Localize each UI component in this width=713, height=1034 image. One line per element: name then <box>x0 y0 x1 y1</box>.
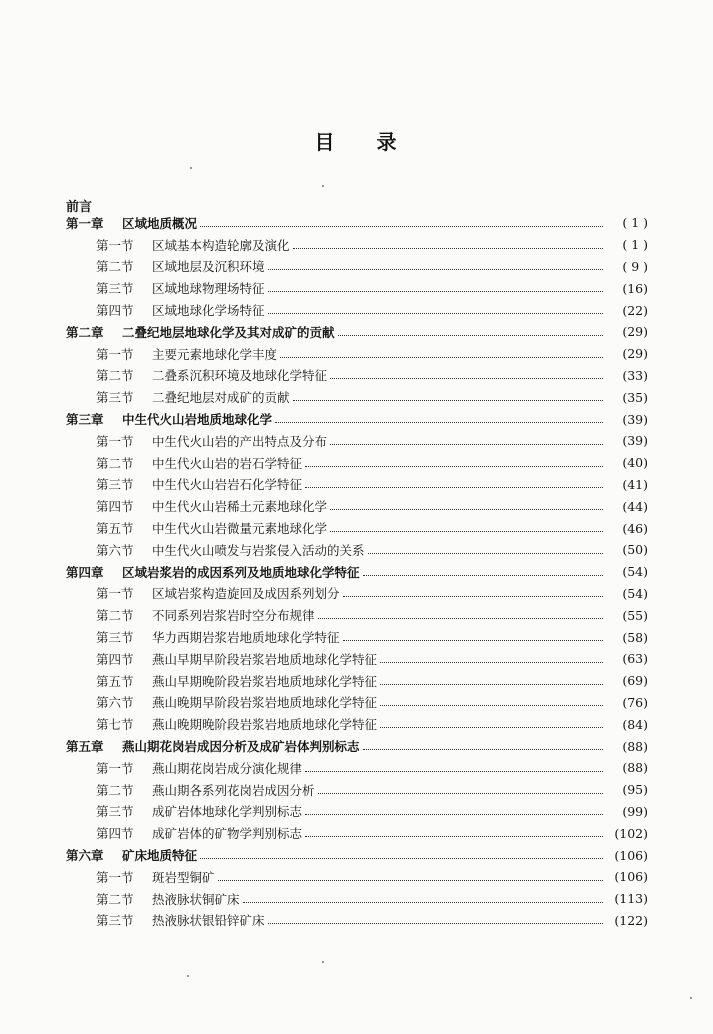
toc-entry-number: 第一章 <box>66 215 104 231</box>
toc-entry-page: ( 1 ) <box>622 237 648 253</box>
toc-entry-title: 区域地球物理场特征 <box>152 281 265 297</box>
toc-entry-number: 第四节 <box>96 303 134 319</box>
dot-leader <box>343 639 603 641</box>
toc-entry-number: 第三节 <box>96 477 134 493</box>
toc-entry-title: 热液脉状铜矿床 <box>152 891 240 907</box>
toc-section-row <box>66 822 648 844</box>
toc-chapter-row <box>66 561 648 583</box>
dot-leader <box>380 704 603 706</box>
toc-section-row <box>66 713 648 735</box>
toc-entry-number: 第二节 <box>96 368 134 384</box>
toc-section-row <box>66 604 648 626</box>
toc-entry-title: 燕山晚期晚阶段岩浆岩地质地球化学特征 <box>152 717 378 733</box>
toc-entry-title: 二叠纪地层对成矿的贡献 <box>152 390 290 406</box>
toc-entry-page: (29) <box>622 324 648 340</box>
toc-entry-page: (84) <box>622 716 648 732</box>
toc-section-row <box>66 474 648 496</box>
dot-leader <box>268 312 603 314</box>
scan-speck <box>690 997 692 999</box>
toc-entry-number: 第六章 <box>66 848 104 863</box>
toc-entry-page: (88) <box>622 760 648 776</box>
toc-entry-page: (50) <box>622 542 648 558</box>
toc-entry-page: (69) <box>622 673 648 689</box>
toc-section-row <box>66 866 648 888</box>
toc-entry-page: (63) <box>622 651 648 667</box>
toc-entry-title: 中生代火山岩的岩石学特征 <box>152 455 303 471</box>
toc-entry-page: (40) <box>622 455 648 471</box>
dot-leader <box>318 617 603 619</box>
toc-entry-number: 第三章 <box>66 412 104 428</box>
toc-entry-number: 第一节 <box>96 586 134 602</box>
dot-leader <box>200 857 603 859</box>
toc-entry-title: 成矿岩体地球化学判别标志 <box>152 804 303 820</box>
toc-entry-page: (113) <box>614 891 648 907</box>
toc-entry-number: 第二节 <box>96 259 134 275</box>
toc-entry-title: 中生代火山岩地质地球化学 <box>122 412 273 428</box>
toc-entry-number: 第三节 <box>96 913 134 929</box>
toc-entry-title: 燕山期花岗岩成分演化规律 <box>152 760 303 776</box>
toc-entry-title: 区域岩浆岩的成因系列及地质地球化学特征 <box>122 564 360 580</box>
dot-leader <box>305 813 603 815</box>
toc-chapter-row <box>66 321 648 343</box>
scan-speck <box>322 961 324 963</box>
toc-entry-number: 第四节 <box>96 651 134 667</box>
toc-entry-page: ( 1 ) <box>622 215 648 231</box>
toc-entry-page: (33) <box>622 367 648 383</box>
toc-entry-number: 第四章 <box>66 564 104 580</box>
toc-section-row <box>66 910 648 932</box>
dot-leader <box>380 726 603 728</box>
toc-section-row <box>66 277 648 299</box>
toc-entry-page: (35) <box>622 389 648 405</box>
toc-section-row <box>66 386 648 408</box>
toc-section-row <box>66 256 648 278</box>
toc-chapter-row <box>66 212 648 234</box>
toc-entry-title: 华力西期岩浆岩地质地球化学特征 <box>152 630 340 646</box>
toc-entry-page: (29) <box>622 346 648 362</box>
toc-entry-page: (76) <box>622 694 648 710</box>
toc-entry-page: (55) <box>622 607 648 623</box>
toc-entry-title: 区域岩浆构造旋回及成因系列划分 <box>152 586 340 602</box>
toc-entry-number: 第一节 <box>96 346 134 362</box>
toc-entry-page: (44) <box>622 498 648 514</box>
toc-entry-title: 主要元素地球化学丰度 <box>152 346 278 362</box>
toc-section-row <box>66 343 648 365</box>
toc-entry-page: (46) <box>622 520 648 536</box>
toc-entry-number: 第二节 <box>96 782 134 798</box>
toc-entry-title: 不同系列岩浆岩时空分布规律 <box>152 608 315 624</box>
toc-section-row <box>66 648 648 670</box>
toc-entry-number: 第三节 <box>96 390 134 406</box>
toc-entry-page: (88) <box>622 738 648 754</box>
toc-entry-number: 第一节 <box>96 237 134 253</box>
toc-entry-number: 第四节 <box>96 499 134 515</box>
toc-section-row <box>66 430 648 452</box>
toc-entry-title: 燕山早期晚阶段岩浆岩地质地球化学特征 <box>152 673 378 689</box>
toc-entry-number: 第一节 <box>96 869 134 885</box>
title-char-1: 目 <box>314 130 337 154</box>
toc-section-row <box>66 757 648 779</box>
dot-leader <box>318 792 603 794</box>
table-of-contents <box>66 212 648 931</box>
toc-entry-page: (54) <box>622 564 648 580</box>
toc-entry-title: 燕山期花岗岩成因分析及成矿岩体判别标志 <box>122 739 360 755</box>
dot-leader <box>305 770 603 772</box>
dot-leader <box>268 290 603 292</box>
toc-entry-number: 第七节 <box>96 717 134 733</box>
toc-section-row <box>66 539 648 561</box>
toc-entry-title: 燕山晚期早阶段岩浆岩地质地球化学特征 <box>152 695 378 711</box>
toc-entry-number: 第五章 <box>66 739 104 755</box>
toc-entry-number: 第三节 <box>96 281 134 297</box>
toc-entry-page: (41) <box>622 476 648 492</box>
dot-leader <box>293 247 603 249</box>
dot-leader <box>330 530 603 532</box>
toc-entry-page: ( 9 ) <box>622 258 648 274</box>
toc-entry-number: 第二节 <box>96 455 134 471</box>
dot-leader <box>280 356 603 358</box>
toc-entry-number: 第二节 <box>96 608 134 624</box>
toc-entry-number: 第一节 <box>96 433 134 449</box>
toc-entry-title: 区域基本构造轮廓及演化 <box>152 237 290 253</box>
toc-entry-number: 第五节 <box>96 521 134 537</box>
toc-entry-title: 区域地球化学场特征 <box>152 303 265 319</box>
toc-entry-title: 中生代火山岩稀土元素地球化学 <box>152 499 328 515</box>
toc-section-row <box>66 801 648 823</box>
toc-section-row <box>66 670 648 692</box>
toc-entry-title: 成矿岩体的矿物学判别标志 <box>152 826 303 842</box>
toc-entry-title: 斑岩型铜矿 <box>152 869 215 885</box>
dot-leader <box>330 443 603 445</box>
toc-section-row <box>66 299 648 321</box>
toc-entry-title: 燕山早期早阶段岩浆岩地质地球化学特征 <box>152 651 378 667</box>
toc-entry-title: 二叠系沉积环境及地球化学特征 <box>152 368 328 384</box>
dot-leader <box>363 748 603 750</box>
toc-entry-number: 第六节 <box>96 695 134 711</box>
toc-entry-number: 第六节 <box>96 542 134 558</box>
toc-entry-page: (95) <box>622 782 648 798</box>
toc-entry-page: (22) <box>622 302 648 318</box>
toc-entry-title: 二叠纪地层地球化学及其对成矿的贡献 <box>122 324 335 340</box>
dot-leader <box>338 334 603 336</box>
toc-entry-page: (39) <box>622 433 648 449</box>
toc-entry-page: (58) <box>622 629 648 645</box>
toc-entry-title: 矿床地质特征 <box>122 848 198 863</box>
toc-entry-title: 中生代火山喷发与岩浆侵入活动的关系 <box>152 542 365 558</box>
dot-leader <box>330 377 603 379</box>
toc-entry-title: 燕山期各系列花岗岩成因分析 <box>152 782 315 798</box>
dot-leader <box>305 835 603 837</box>
toc-section-row <box>66 779 648 801</box>
toc-entry-title: 热液脉状银铅锌矿床 <box>152 913 265 929</box>
toc-entry-title: 中生代火山岩微量元素地球化学 <box>152 521 328 537</box>
toc-entry-number: 第四节 <box>96 826 134 842</box>
dot-leader <box>243 901 603 903</box>
dot-leader <box>275 421 603 423</box>
dot-leader <box>363 574 603 576</box>
dot-leader <box>218 879 603 881</box>
dot-leader <box>368 552 603 554</box>
dot-leader <box>293 399 603 401</box>
toc-entry-number: 第三节 <box>96 804 134 820</box>
toc-entry-page: (99) <box>622 803 648 819</box>
dot-leader <box>200 225 603 227</box>
scan-speck <box>187 975 189 977</box>
toc-section-row <box>66 692 648 714</box>
toc-entry-title: 区域地质概况 <box>122 215 198 231</box>
toc-entry-page: (122) <box>614 912 648 928</box>
toc-section-row <box>66 234 648 256</box>
toc-entry-page: (54) <box>622 585 648 601</box>
toc-entry-title: 中生代火山岩的产出特点及分布 <box>152 433 328 449</box>
scan-speck <box>322 185 324 187</box>
scan-speck <box>190 167 192 169</box>
toc-entry-number: 第二节 <box>96 891 134 907</box>
toc-entry-number: 第三节 <box>96 630 134 646</box>
toc-entry-title: 区域地层及沉积环境 <box>152 259 265 275</box>
toc-entry-title: 中生代火山岩岩石化学特征 <box>152 477 303 493</box>
toc-section-row <box>66 495 648 517</box>
toc-preface: 前言 <box>66 200 93 215</box>
toc-section-row <box>66 626 648 648</box>
toc-chapter-row <box>66 408 648 430</box>
dot-leader <box>330 508 603 510</box>
toc-chapter-row <box>66 735 648 757</box>
dot-leader <box>305 465 603 467</box>
toc-entry-number: 第一节 <box>96 760 134 776</box>
toc-section-row <box>66 583 648 605</box>
toc-section-row <box>66 888 648 910</box>
toc-section-row <box>66 365 648 387</box>
toc-entry-page: (39) <box>622 411 648 427</box>
toc-section-row <box>66 452 648 474</box>
dot-leader <box>268 922 603 924</box>
toc-entry-page: (16) <box>622 280 648 296</box>
toc-entry-page: (102) <box>614 825 648 841</box>
dot-leader <box>268 268 603 270</box>
toc-entry-page: (106) <box>614 847 648 863</box>
toc-entry-number: 第五节 <box>96 673 134 689</box>
toc-entry-page: (106) <box>614 869 648 885</box>
title-char-2: 录 <box>376 130 399 154</box>
dot-leader <box>380 683 603 685</box>
toc-entry-number: 第二章 <box>66 324 104 340</box>
page-title <box>0 126 713 155</box>
toc-section-row <box>66 517 648 539</box>
dot-leader <box>343 595 603 597</box>
toc-chapter-row <box>66 844 648 866</box>
dot-leader <box>380 661 603 663</box>
dot-leader <box>305 486 603 488</box>
